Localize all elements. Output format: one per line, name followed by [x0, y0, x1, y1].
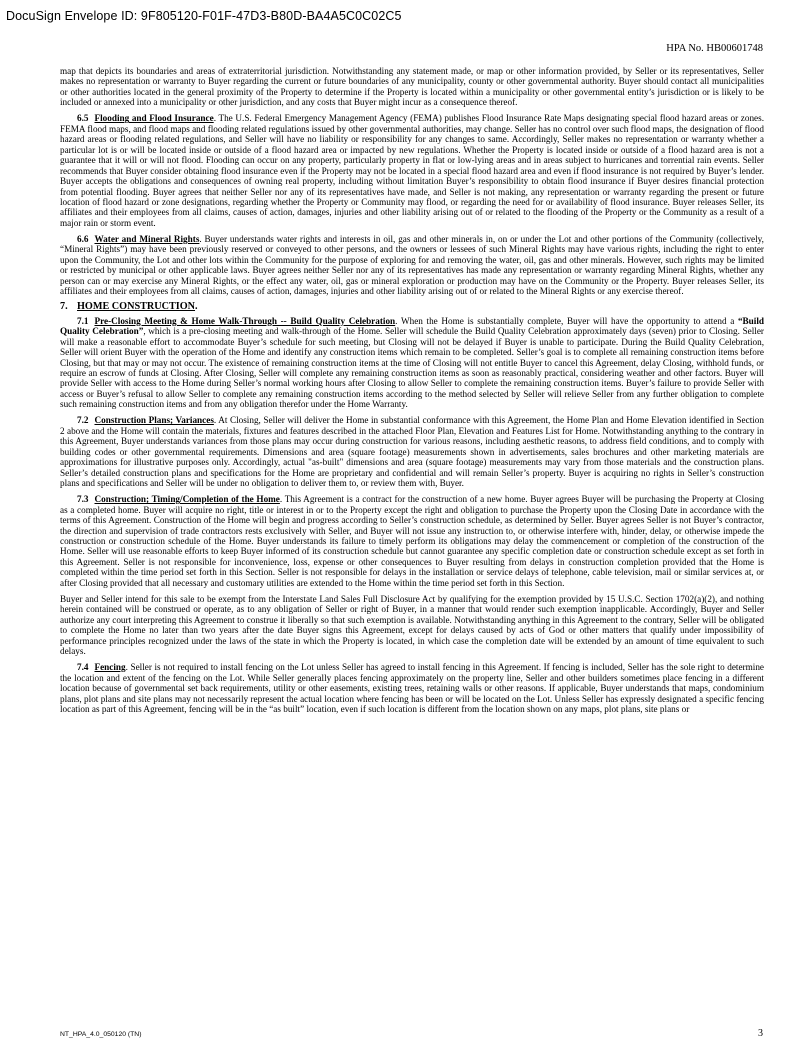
- section-body: . Seller is not required to install fencing on the Lot unless Seller has agreed to install fencing in this Agreement. If fencing is included, Seller has the sole right to determine the location and extent of the fencing on the Lot. While Seller generally places fencing approximately on the property line, Seller and other builders sometimes place fencing in a different location because of governmental set back requirements, utility or other easements, existing trees, retaining walls or other reasons. If applicable, Buyer understands that maps, condominium plans, plot plans and site plans may not necessarily represent the actual location where fencing has been or will be located on the Lot. Unless Seller has expressly designated a specific fencing location as part of this Agreement, fencing will be in the “as built” location, even if such location is different from the location shown on any maps, plot plans, site plans or: [60, 662, 764, 714]
- docusign-envelope-id: DocuSign Envelope ID: 9F805120-F01F-47D3-B80D-BA4A5C0C02C5: [6, 9, 402, 23]
- section-number: 6.5: [77, 113, 89, 124]
- section-number: 7.: [60, 301, 68, 313]
- section-number: 7.3: [77, 494, 89, 505]
- section-number: 7.1: [77, 315, 89, 326]
- section-title: Construction; Timing/Completion of the Home: [94, 494, 280, 505]
- section-title: Pre-Closing Meeting & Home Walk-Through -- Build Quality Celebration: [94, 315, 396, 326]
- section-7-heading: [60, 302, 764, 312]
- form-id: NT_HPA_4.0_050120 (TN): [60, 1031, 142, 1038]
- section-7-4: [60, 662, 764, 714]
- page-number: 3: [758, 1028, 763, 1039]
- section-body: . The U.S. Federal Emergency Management Agency (FEMA) publishes Flood Insurance Rate Maps designating special flood hazard areas or zones. FEMA flood maps, and flood maps and flooding related regulations issued by other governmental authorities, may change. Seller has no control over such flood maps, the designation of flood hazard areas or flooding related regulations, and Seller will have no liability or responsibility for any changes to same. Accordingly, Seller makes no representation or warranty whether a particular lot is or will be located inside or outside of a flood hazard area or impacted by new regulations. Whether the Property is located inside or outside of a flood hazard area is not a guarantee that it will or will not flood. Flooding can occur on any property, particularly property in flat or low-lying areas and in areas subject to hurricanes and torrential rain events. Seller recommends that Buyer consider obtaining flood insurance even if the Property may not be located in a special flood hazard area and even if flood insurance is not required by Buyer’s lender. Buyer accepts the obligations and consequences of owning real property, including without limitation Buyer’s responsibility to obtain flood insurance if Buyer desires financial protection from potential flooding. Buyer agrees that neither Seller nor any of its representatives have made, and Seller is not making, any representation or warranty regarding the present or future location of flood hazard or zone designations, regarding whether the Property or Community may flood, or regarding the need for or availability of flood insurance. Buyer releases Seller, its affiliates and their employees from all claims, causes of action, damages, injuries and other liability arising out of or related to the flooding of the Property or the Community as a result of a major rain or storm event.: [60, 113, 764, 228]
- section-title: Water and Mineral Rights: [94, 233, 200, 244]
- section-7-3: [60, 494, 764, 588]
- section-title: Flooding and Flood Insurance: [94, 113, 214, 124]
- section-number: 7.2: [77, 415, 89, 426]
- section-number: 6.6: [77, 233, 89, 244]
- section-body-part-a: . When the Home is substantially complete, Buyer will have the opportunity to attend a: [395, 315, 738, 326]
- section-7-1: [60, 316, 764, 410]
- section-body: . Buyer understands water rights and interests in oil, gas and other minerals in, on or under the Lot and other portions of the Community (collectively, “Mineral Rights”) may have been previously reserved or conveyed to other persons, and the owners or lessees of such Mineral Rights may have various rights, including the right to enter upon the Community, the Lot and other lots within the Community for the purpose of exploring for and removing the water, oil, gas and other minerals. However, such rights may be limited or restricted by municipal or other applicable laws. Buyer agrees neither Seller nor any of its representatives has made any representation or warranty regarding Mineral Rights, whether any person can or may exercise any Mineral Rights, or the effect any water, oil, gas or mineral exploration or production may have on the Community or the Property. Buyer releases Seller, its affiliates and their employees from all claims, causes of action, damages, injuries and other liability arising out of or related to the Mineral Rights or any exercise thereof.: [60, 233, 764, 297]
- section-body: . At Closing, Seller will deliver the Home in substantial conformance with this Agreement, the Home Plan and Home Elevation identified in Section 2 above and the Home will contain the materials, fixtures and features described in the attached Floor Plan, Elevation and Features List for Home. Notwithstanding anything to the contrary in this Agreement, Buyer understands variances from those plans may occur during construction for various reasons, including aesthetic reasons, to address field conditions, and to comply with building codes or other governmental requirements. Dimensions and area (square footage) measurements shown in advertisements, sales brochures and other marketing materials are approximations for illustrative purposes only. Accordingly, actual "as-built" dimensions and area (square footage) measurements may vary from those materials and the construction plans. Seller’s detailed construction plans and specifications for the Home are proprietary and confidential and will remain Seller’s property. Buyer is acquiring no rights in Seller’s construction plans and specifications and Seller will be under no obligation to deliver them to, or review them with, Buyer.: [60, 415, 764, 489]
- defined-term: “Build Quality Celebration”: [60, 315, 764, 337]
- section-7-3-paragraph-2: Buyer and Seller intend for this sale to be exempt from the Interstate Land Sales Full Disclosure Act by qualifying for the exemption provided by 15 U.S.C. Section 1702(a)(2), and nothing herein contained will be construed or operate, as to any obligation of Seller or right of Buyer, in a manner that would render such exemption inapplicable. Accordingly, Buyer and Seller authorize any court interpreting this Agreement to construe it liberally so that such exemption is available. Notwithstanding anything in this Agreement to the contrary, Seller will be obligated to complete the Home no later than two years after the date Buyer signs this Agreement, except for delays caused by acts of God or other matters that qualify under impossibility of performance principles recognized under the laws of the state in which the Property is located, in which case the completion date will be extended by an amount of time equivalent to such delays.: [60, 593, 764, 657]
- document-body: [60, 66, 764, 720]
- continuation-paragraph: map that depicts its boundaries and areas of extraterritorial jurisdiction. Notwithstanding any statement made, or map or other information provided, by Seller or its representatives, Seller makes no representation or warranty to Buyer regarding the current or future boundaries of any municipality, county or other governmental authority. Buyer should contact all municipalities or other authorities located in the general proximity of the Property to determine if the Property is located within a municipality or other governmental entity’s jurisdiction or is likely to be included or annexed into a municipality or other jurisdiction, and any costs that Buyer might incur as a consequence thereof.: [60, 66, 764, 108]
- section-body-part-b: , which is a pre-closing meeting and walk-through of the Home. Seller will schedule the Build Quality Celebration approximately days (seven) prior to Closing. Seller will make a reasonable effort to accommodate Buyer’s schedule for such meeting, but Closing will not be delayed if Buyer is unable to participate. During the Build Quality Celebration, Seller will orient Buyer with the operation of the Home and identify any construction items which remain to be completed. Seller’s goal is to complete all remaining construction items before Closing, but that may or may not occur. The existence of remaining construction items at the time of Closing will not entitle Buyer to cancel this Agreement, delay Closing, withhold funds, or require an escrow of funds at Closing. After Closing, Seller will complete any remaining construction items as soon as reasonably practical, considering weather and other factors. Buyer will provide Seller with access to the Home during Seller’s normal working hours after Closing to allow Seller to complete the remaining construction items. Buyer’s failure to provide Seller with access or Buyer’s refusal to allow Seller to complete any remaining construction items according to the method selected by Seller will relieve Seller from any further obligation to complete such remaining construction items and from any obligation therefor under the Home Warranty.: [60, 326, 764, 410]
- section-6-5: [60, 113, 764, 228]
- hpa-number: HPA No. HB00601748: [666, 43, 763, 54]
- section-title: HOME CONSTRUCTION: [77, 301, 196, 313]
- section-7-2: [60, 415, 764, 488]
- section-title: Fencing: [94, 662, 126, 673]
- section-6-6: [60, 234, 764, 297]
- section-body: . This Agreement is a contract for the construction of a new home. Buyer agrees Buyer will be purchasing the Property at Closing as a completed home. Buyer will acquire no right, title or interest in or to the Property except the right and obligation to purchase the Property upon the Closing Date in accordance with the terms of this Agreement. Construction of the Home will begin and progress according to Seller’s construction schedule, as determined by Seller. Buyer agrees Seller is not Buyer’s contractor, the direction and supervision of trade contractors rests exclusively with Seller, and Buyer will not issue any instruction to, or otherwise interfere with, hinder, delay, or otherwise impede the construction or construction schedule of the Home. Buyer understands its failure to timely perform its obligations may delay the commencement or completion of the construction of the Home. Seller will use reasonable efforts to keep Buyer informed of its construction schedule but cannot guarantee any specific completion date or construction schedule except as set forth in this Agreement. Seller is not responsible for inconvenience, loss, expense or other consequences to Buyer resulting from delays in construction completion provided that the Home is completed within the time period set forth in this Section. Seller is not responsible for delays in the installation or service delays of telephone, cable television, mail or similar services at, or after Closing provided that all necessary and customary utilities are extended to the Home within the time period set forth in this Section.: [60, 494, 764, 588]
- section-number: 7.4: [77, 662, 89, 673]
- section-title: Construction Plans; Variances: [94, 415, 214, 426]
- section-title-end: .: [195, 301, 198, 313]
